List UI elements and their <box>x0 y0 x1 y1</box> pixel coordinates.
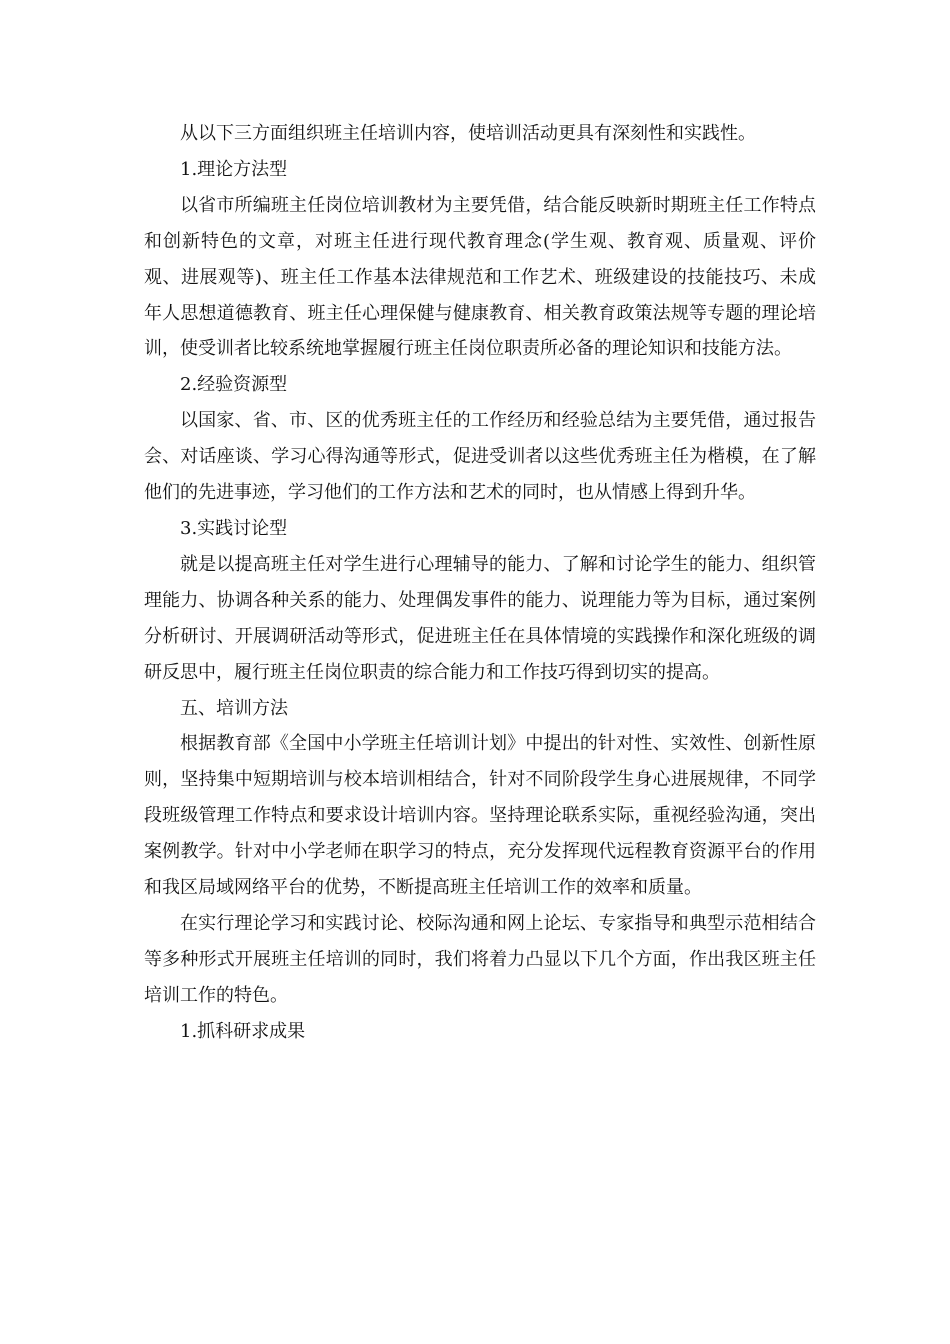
heading-research-results: 1.抓科研求成果 <box>180 1020 306 1042</box>
document-body <box>144 116 816 1050</box>
heading-practice-discussion: 3.实践讨论型 <box>180 517 288 539</box>
heading-training-method: 五、培训方法 <box>180 697 288 719</box>
heading-theory-method: 1.理论方法型 <box>180 158 288 180</box>
training-forms-paragraph: 在实行理论学习和实践讨论、校际沟通和网上论坛、专家指导和典型示范相结合等多种形式开展班主任培训的同时，我们将着力凸显以下几个方面，作出我区班主任培训工作的特色。 <box>144 912 816 1006</box>
training-method-paragraph: 根据教育部《全国中小学班主任培训计划》中提出的针对性、实效性、创新性原则，坚持集中短期培训与校本培训相结合，针对不同阶段学生身心进展规律，不同学段班级管理工作特点和要求设计培训内容。坚持理论联系实际，重视经验沟通，突出案例教学。针对中小学老师在职学习的特点，充分发挥现代远程教育资源平台的作用和我区局域网络平台的优势，不断提高班主任培训工作的效率和质量。 <box>144 733 816 899</box>
experience-resource-paragraph: 以国家、省、市、区的优秀班主任的工作经历和经验总结为主要凭借，通过报告会、对话座谈、学习心得沟通等形式，促进受训者以这些优秀班主任为楷模，在了解他们的先进事迹，学习他们的工作方法和艺术的同时，也从情感上得到升华。 <box>144 410 816 504</box>
intro-paragraph: 从以下三方面组织班主任培训内容，使培训活动更具有深刻性和实践性。 <box>180 123 756 144</box>
practice-discussion-paragraph: 就是以提高班主任对学生进行心理辅导的能力、了解和讨论学生的能力、组织管理能力、协调各种关系的能力、处理偶发事件的能力、说理能力等为目标，通过案例分析研讨、开展调研活动等形式，促进班主任在具体情境的实践操作和深化班级的调研反思中，履行班主任岗位职责的综合能力和工作技巧得到切实的提高。 <box>144 553 816 683</box>
heading-experience-resource: 2.经验资源型 <box>180 374 288 396</box>
theory-method-paragraph: 以省市所编班主任岗位培训教材为主要凭借，结合能反映新时期班主任工作特点和创新特色的文章，对班主任进行现代教育理念(学生观、教育观、质量观、评价观、进展观等)、班主任工作基本法律规范和工作艺术、班级建设的技能技巧、未成年人思想道德教育、班主任心理保健与健康教育、相关教育政策法规等专题的理论培训，使受训者比较系统地掌握履行班主任岗位职责所必备的理论知识和技能方法。 <box>144 194 816 360</box>
